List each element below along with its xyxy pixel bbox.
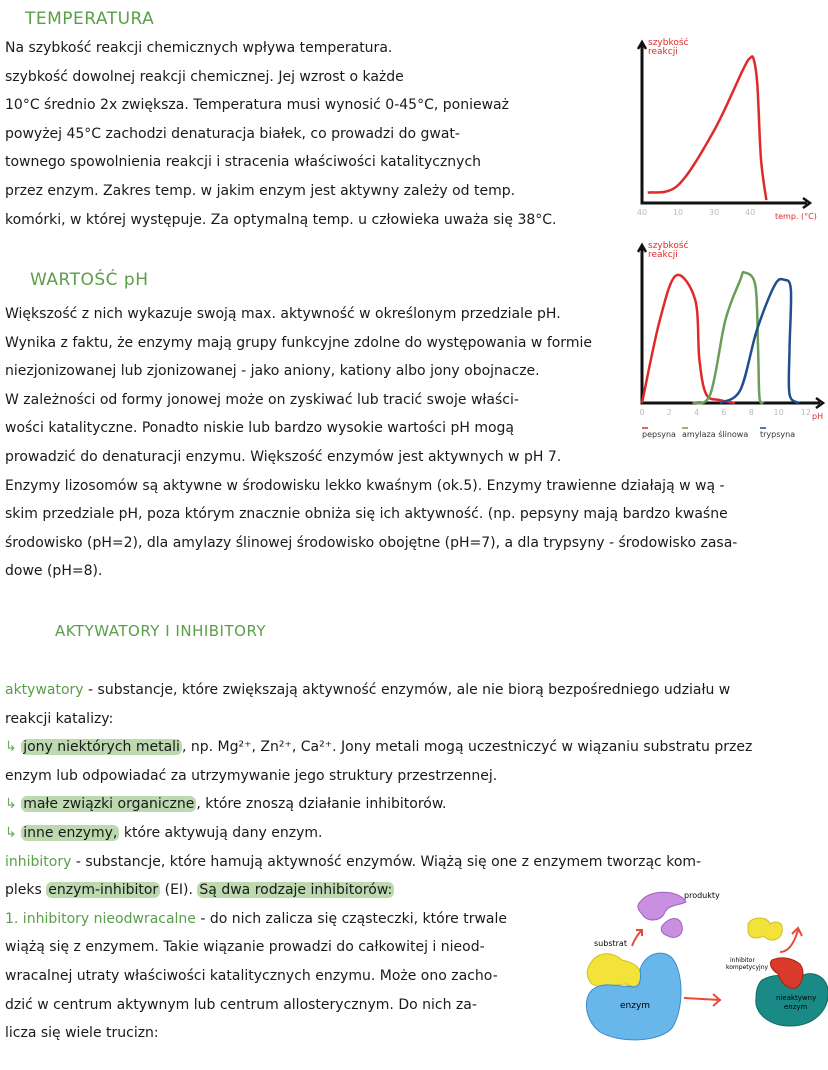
text-segment: które aktywują dany enzym. [119, 824, 323, 841]
bullet-arrow-icon: ↳ [5, 739, 22, 756]
y-axis-label: szybkość [648, 38, 689, 48]
text-segment: Większość z nich wykazuje swoją max. aktywność w określonym przedziale pH. [5, 306, 561, 322]
text-line [5, 91, 557, 120]
product-shape-2 [661, 919, 682, 938]
text-segment: środowisko (pH=2), dla amylazy ślinowej środowisko obojętne (pH=7), a dla trypsyny - środowisko zasa- [5, 534, 738, 551]
text-line [5, 472, 737, 501]
inhibitor-label-2: kompetycyjny [726, 964, 769, 971]
text-segment: pleks [5, 882, 47, 899]
products-label: produkty [684, 891, 720, 900]
text-segment: townego spowolnienia reakcji i stracenia właściwości katalitycznych [5, 154, 482, 171]
text-line [5, 206, 557, 235]
text-segment: szybkość dowolnej reakcji chemicznej. Jej wzrost o każde [5, 68, 404, 85]
text-line [5, 733, 752, 762]
heading-activators-inhibitors: AKTYWATORY I INHIBITORY [55, 622, 267, 640]
text-segment: prowadzić do denaturacji enzymu. Większość enzymów jest aktywnych w pH 7. [5, 448, 562, 465]
text-segment: (EI). [160, 882, 198, 899]
text-line [5, 762, 752, 791]
text-line [5, 120, 557, 149]
text-line [5, 848, 752, 877]
text-segment: - substancje, które zwiększają aktywność enzymów, ale nie biorą bezpośredniego udziału w [83, 682, 731, 698]
arrow-up-icon [632, 930, 642, 946]
text-segment: Wynika z faktu, że enzymy mają grupy funkcyjne zdolne do występowania w formie [5, 334, 592, 351]
text-segment: dowe (pH=8). [5, 563, 103, 580]
series-line-szybkość-reakcji [648, 56, 767, 200]
text-segment: dzić w centrum aktywnym lub centrum allosterycznym. Do nich za- [5, 996, 477, 1013]
text-segment: - substancje, które hamują aktywność enzymów. Wiążą się one z enzymem tworząc kom- [71, 853, 702, 870]
y-axis-label: reakcji [648, 250, 678, 260]
y-axis-label: szybkość [648, 241, 689, 251]
x-tick-label: 10 [773, 408, 784, 417]
heading-temperature: TEMPERATURA [25, 9, 155, 29]
text-segment: wości katalityczne. Ponadto niskie lub bardzo wysokie wartości pH mogą [5, 420, 514, 437]
substrate-shape [587, 954, 642, 987]
text-segment: inhibitory [5, 853, 72, 870]
temperature-chart [620, 35, 828, 230]
x-tick-label: 0 [639, 408, 645, 417]
x-tick-label: 30 [708, 208, 720, 217]
legend-item: amylaza ślinowa [682, 430, 749, 439]
text-segment: , np. Mg²⁺, Zn²⁺, Ca²⁺. Jony metali mogą uczestniczyć w wiązaniu substratu przez [181, 739, 753, 756]
text-line [5, 557, 737, 586]
x-tick-label: 10 [672, 208, 684, 217]
x-axis-label: temp. (°C) [775, 212, 817, 221]
highlighted-text: inne enzymy, [23, 824, 118, 841]
text-segment: , które znoszą działanie inhibitorów. [196, 796, 447, 813]
x-tick-label: 8 [748, 408, 754, 417]
heading-ph: WARTOŚĆ pH [30, 270, 149, 290]
legend-item: pepsyna [642, 430, 676, 439]
text-line [5, 177, 557, 206]
x-tick-label: 12 [800, 408, 811, 417]
x-tick-label: 2 [666, 408, 672, 417]
y-axis-label: reakcji [648, 47, 678, 57]
text-segment: niezjonizowanej lub zjonizowanej - jako aniony, kationy albo jony obojnacze. [5, 363, 540, 380]
inhibitor-label-1: inhibitor [730, 957, 755, 964]
text-segment: reakcji katalizy: [5, 710, 114, 727]
enzyme-diagram [580, 880, 828, 1050]
text-segment: 10°C średnio 2x zwiększa. Temperatura musi wynosić 0-45°C, ponieważ [5, 97, 509, 114]
axes [642, 246, 820, 403]
text-line [5, 34, 557, 63]
released-substrate-shape [748, 918, 782, 940]
ph-chart [620, 241, 828, 450]
text-segment: Enzymy lizosomów są aktywne w środowisku lekko kwaśnym (ok.5). Enzymy trawienne działają w wą - [5, 477, 725, 494]
x-tick-label: 40 [745, 208, 756, 217]
text-segment: W zależności od formy jonowej może on zyskiwać lub tracić swoje właści- [5, 391, 519, 408]
axes [642, 43, 807, 203]
text-segment: 1. inhibitory nieodwracalne [5, 910, 196, 927]
text-line [5, 500, 737, 529]
text-segment: przez enzym. Zakres temp. w jakim enzym jest aktywny zależy od temp. [5, 182, 516, 199]
legend-item: trypsyna [760, 430, 796, 439]
text-segment: Na szybkość reakcji chemicznych wpływa temperatura. [5, 40, 393, 56]
arrow-right-icon [684, 994, 720, 1006]
text-segment: wiążą się z enzymem. Takie wiązanie prowadzi do całkowitej i nieod- [5, 939, 485, 956]
text-segment: enzym lub odpowiadać za utrzymywanie jego struktury przestrzennej. [5, 767, 498, 784]
text-segment: powyżej 45°C zachodzi denaturacja białek, co prowadzi do gwat- [5, 125, 460, 142]
x-tick-label: 6 [721, 408, 727, 417]
text-line [5, 148, 557, 177]
highlighted-text: enzym-inhibitor [48, 882, 159, 899]
bullet-arrow-icon: ↳ [5, 824, 22, 841]
product-shape-1 [638, 892, 686, 920]
text-segment: skim przedziale pH, poza którym znacznie obniża się ich aktywność. (np. pepsyny mają bardzo kwaśne [5, 506, 728, 523]
text-line [5, 529, 737, 558]
text-segment: licza się wiele trucizn: [5, 1025, 159, 1042]
text-line [5, 790, 752, 819]
inactive-enzyme-label-2: enzym [784, 1003, 808, 1011]
highlighted-text: małe związki organiczne [23, 796, 195, 813]
text-segment: - do nich zalicza się cząsteczki, które trwale [195, 910, 508, 927]
temperature-text [5, 34, 557, 234]
highlighted-text: jony niektórych metali [23, 739, 180, 756]
x-axis-label: pH [812, 412, 824, 421]
x-tick-label: 4 [694, 408, 700, 417]
text-segment: wracalnej utraty właściwości katalitycznych enzymu. Może ono zacho- [5, 967, 498, 984]
substrate-label: substrat [594, 939, 627, 948]
enzyme-label: enzym [620, 1001, 651, 1011]
highlighted-text: Są dwa rodzaje inhibitorów: [199, 882, 393, 899]
text-line [5, 819, 752, 848]
text-line [5, 63, 557, 92]
arrow-up-right-icon [780, 928, 802, 952]
inactive-enzyme-label-1: nieaktywny [776, 994, 817, 1002]
text-segment: komórki, w której występuje. Za optymalną temp. u człowieka uważa się 38°C. [5, 211, 557, 228]
x-tick-label: 40 [636, 208, 648, 217]
text-line [5, 676, 752, 705]
text-segment: aktywatory [5, 682, 84, 698]
text-line [5, 705, 752, 734]
bullet-arrow-icon: ↳ [5, 796, 22, 813]
